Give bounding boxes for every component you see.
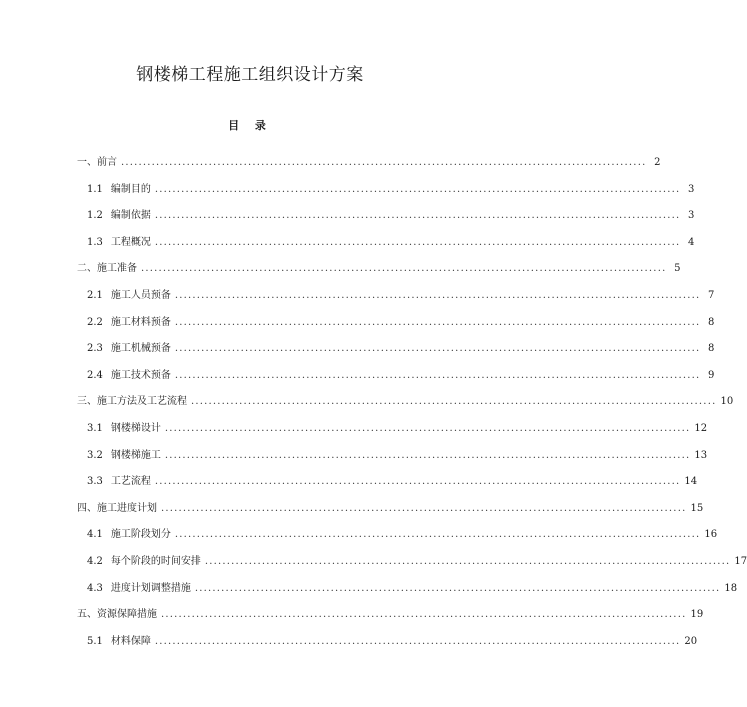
toc-page-number: 15 <box>690 502 704 514</box>
toc-entry-label: 编制依据 <box>110 210 151 222</box>
toc-dot-leader: ........................................................................................................................ <box>164 449 691 461</box>
toc-section-entry <box>87 369 715 382</box>
toc-entry-label: 三、施工方法及工艺流程 <box>77 396 187 408</box>
toc-entry-label: 施工机械预备 <box>110 343 171 355</box>
toc-page-number: 14 <box>684 476 698 488</box>
toc-chapter-entry <box>77 609 704 621</box>
toc-dot-leader: ........................................................................................................................ <box>174 343 701 355</box>
toc-chapter-entry <box>77 157 661 169</box>
toc-dot-leader: ........................................................................................................................ <box>164 423 691 434</box>
toc-page-number: 16 <box>704 529 718 541</box>
toc-section-entry <box>87 423 708 435</box>
toc-dot-leader: ........................................................................................................................ <box>161 609 687 621</box>
toc-entry-number: 4.3 <box>87 582 103 594</box>
toc-entry-number: 3.3 <box>87 476 103 488</box>
toc-page-number: 17 <box>734 556 747 567</box>
toc-entry-label: 材料保障 <box>110 635 151 647</box>
toc-entry-label: 五、资源保障措施 <box>77 609 157 621</box>
toc-page-number: 7 <box>707 290 715 301</box>
toc-section-entry <box>87 236 695 249</box>
toc-entry-label: 工艺流程 <box>110 476 151 488</box>
toc-entry-number: 2.1 <box>87 290 103 301</box>
toc-section-entry <box>87 476 698 488</box>
toc-page-number: 8 <box>707 343 715 355</box>
toc-page-number: 4 <box>687 236 695 248</box>
toc-entry-number: 1.3 <box>87 236 103 248</box>
toc-dot-leader: ........................................................................................................................ <box>194 582 721 594</box>
toc-entry-label: 施工人员预备 <box>110 290 171 301</box>
toc-entry-label: 工程概况 <box>110 236 151 248</box>
toc-entry-label: 进度计划调整措施 <box>110 582 191 594</box>
document-title: 钢楼梯工程施工组织设计方案 <box>136 65 364 85</box>
toc-entry-number: 4.1 <box>87 529 103 541</box>
toc-entry-number: 3.1 <box>87 423 103 434</box>
toc-section-entry <box>87 290 715 302</box>
toc-page-number: 12 <box>694 423 708 434</box>
toc-entry-number: 1.2 <box>87 210 103 222</box>
toc-section-entry <box>87 529 718 541</box>
toc-dot-leader: ........................................................................................................................ <box>174 290 701 301</box>
toc-page-number: 19 <box>690 609 704 621</box>
toc-dot-leader: ........................................................................................................................ <box>174 369 701 381</box>
toc-entry-number: 2.2 <box>87 316 103 328</box>
toc-dot-leader: ........................................................................................................................ <box>121 157 647 168</box>
toc-dot-leader: ........................................................................................................................ <box>154 210 681 222</box>
toc-page-number: 9 <box>707 369 715 381</box>
toc-section-entry <box>87 210 695 222</box>
toc-entry-label: 编制目的 <box>110 183 151 195</box>
toc-page-number: 3 <box>687 210 695 222</box>
toc-dot-leader: ........................................................................................................................ <box>174 529 701 541</box>
toc-dot-leader: ........................................................................................................................ <box>154 183 681 195</box>
toc-page-number: 10 <box>720 396 734 408</box>
toc-dot-leader: ........................................................................................................................ <box>154 476 681 488</box>
toc-entry-label: 钢楼梯施工 <box>110 449 161 461</box>
toc-dot-leader: ........................................................................................................................ <box>191 396 717 408</box>
toc-section-entry <box>87 183 695 196</box>
toc-section-entry <box>87 582 738 595</box>
toc-entry-label: 一、前言 <box>77 157 117 168</box>
toc-entry-label: 每个阶段的时间安排 <box>110 556 201 567</box>
toc-section-entry <box>87 635 698 648</box>
toc-page-number: 2 <box>654 157 661 168</box>
toc-page-number: 18 <box>724 582 738 594</box>
toc-entry-number: 1.1 <box>87 183 103 195</box>
toc-page-number: 3 <box>687 183 695 195</box>
toc-section-entry <box>87 556 747 568</box>
toc-entry-number: 4.2 <box>87 556 103 567</box>
toc-section-entry <box>87 316 715 329</box>
toc-dot-leader: ........................................................................................................................ <box>161 502 687 514</box>
toc-entry-label: 二、施工准备 <box>77 263 137 275</box>
toc-entry-label: 钢楼梯设计 <box>110 423 161 434</box>
toc-dot-leader: ........................................................................................................................ <box>141 263 667 275</box>
toc-chapter-entry <box>77 263 681 275</box>
toc-entry-label: 四、施工进度计划 <box>77 502 157 514</box>
toc-heading: 目 录 <box>228 119 272 132</box>
toc-entry-number: 3.2 <box>87 449 103 461</box>
toc-page-number: 5 <box>674 263 681 275</box>
toc-entry-number: 2.3 <box>87 343 103 355</box>
toc-page-number: 20 <box>684 635 698 647</box>
toc-entry-label: 施工技术预备 <box>110 369 171 381</box>
toc-dot-leader: ........................................................................................................................ <box>154 236 681 248</box>
toc-page-number: 13 <box>694 449 708 461</box>
toc-dot-leader: ........................................................................................................................ <box>204 556 731 567</box>
toc-chapter-entry <box>77 396 734 408</box>
toc-section-entry <box>87 343 715 355</box>
toc-entry-label: 施工材料预备 <box>110 316 171 328</box>
toc-entry-number: 5.1 <box>87 635 103 647</box>
toc-entry-label: 施工阶段划分 <box>110 529 171 541</box>
toc-entry-number: 2.4 <box>87 369 103 381</box>
toc-dot-leader: ........................................................................................................................ <box>154 635 681 647</box>
toc-chapter-entry <box>77 502 704 515</box>
toc-section-entry <box>87 449 708 462</box>
toc-dot-leader: ........................................................................................................................ <box>174 316 701 328</box>
toc-page-number: 8 <box>707 316 715 328</box>
